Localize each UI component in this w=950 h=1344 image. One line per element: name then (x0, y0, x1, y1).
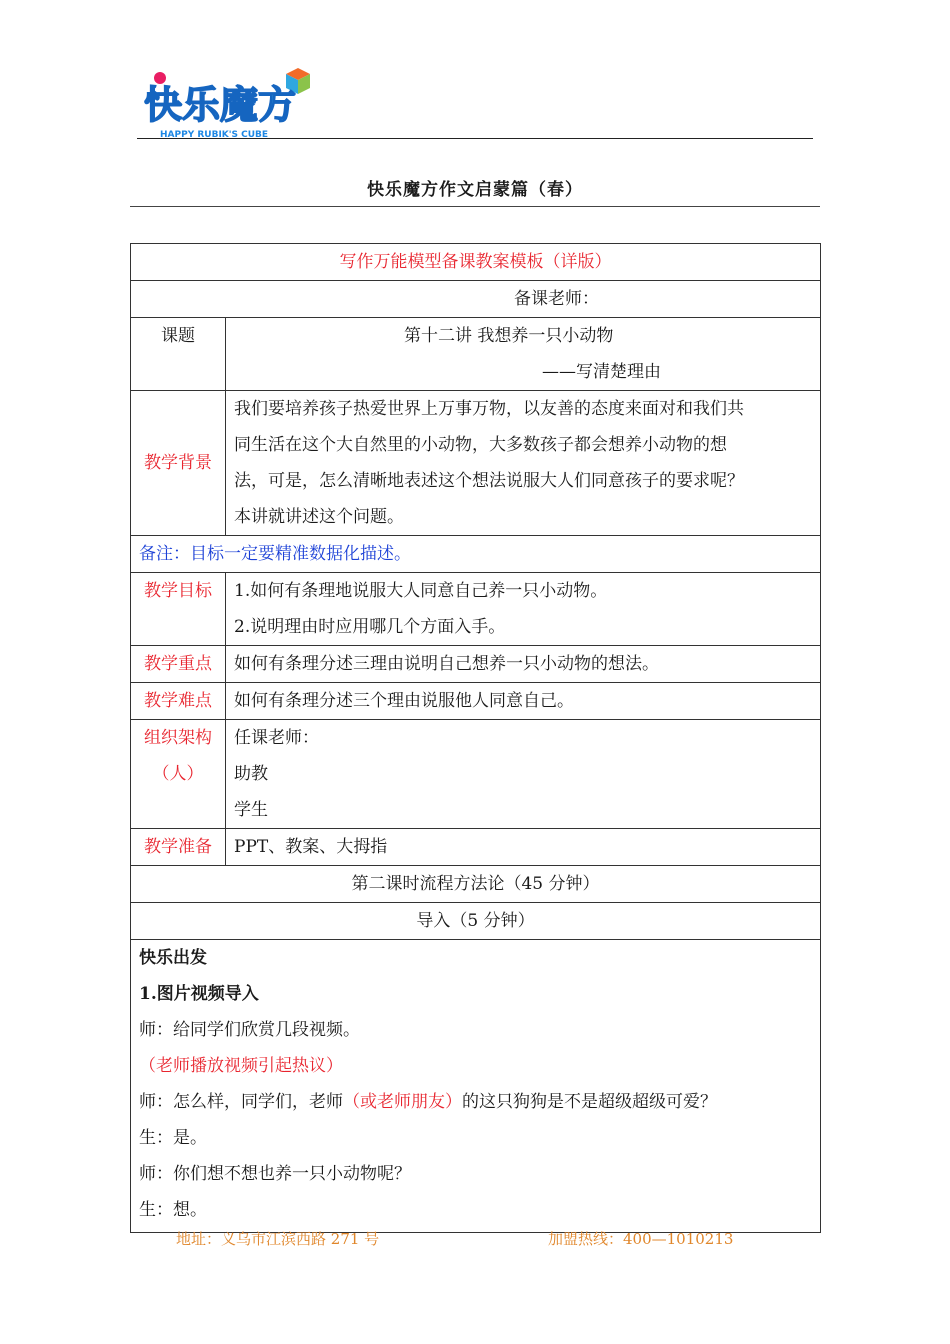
goal-item: 1.如何有条理地说服大人同意自己养一只小动物。 (234, 581, 608, 601)
background-row (131, 391, 821, 536)
content-subheading: 1.图片视频导入 (139, 984, 259, 1004)
background-label: 教学背景 (131, 391, 226, 536)
dialogue-line: 师：给同学们欣赏几段视频。 (139, 1020, 360, 1040)
dialogue-line (139, 1084, 812, 1120)
footer-address: 地址：义乌市江滨西路 271 号 (176, 1230, 380, 1248)
org-row (131, 720, 821, 829)
org-label-unit: （人） (152, 764, 204, 784)
focus-text: 如何有条理分述三理由说明自己想养一只小动物的想法。 (226, 646, 821, 683)
goals-label: 教学目标 (131, 573, 226, 646)
teacher-row (131, 281, 821, 318)
difficulty-label: 教学难点 (131, 683, 226, 720)
dialogue-line: 生：是。 (139, 1128, 207, 1148)
topic-sub: ——写清楚理由 (542, 362, 661, 382)
content-heading: 快乐出发 (139, 948, 207, 968)
background-line: 法，可是，怎么清晰地表述这个想法说服大人们同意孩子的要求呢？ (234, 471, 744, 491)
goal-item: 2.说明理由时应用哪几个方面入手。 (234, 617, 506, 637)
logo-subtext: HAPPY RUBIK'S CUBE (160, 130, 269, 140)
session-row (131, 866, 821, 903)
intro-title: 导入（5 分钟） (131, 903, 821, 940)
org-item: 学生 (234, 800, 268, 820)
difficulty-text: 如何有条理分述三个理由说服他人同意自己。 (226, 683, 821, 720)
dialogue-line: 生：想。 (139, 1200, 207, 1220)
org-item: 任课老师： (234, 728, 319, 748)
focus-label: 教学重点 (131, 646, 226, 683)
prep-label: 教学准备 (131, 829, 226, 866)
dialogue-part: 师：怎么样，同学们，老师 (139, 1092, 343, 1112)
document-title: 快乐魔方作文启蒙篇（春） (367, 180, 583, 200)
topic-label: 课题 (131, 318, 226, 391)
prep-row (131, 829, 821, 866)
content-row (131, 940, 821, 1233)
dialogue-aside: （或老师朋友） (343, 1092, 462, 1112)
brand-logo (138, 66, 323, 140)
background-line: 本讲就讲述这个问题。 (234, 507, 404, 527)
title-rule (130, 206, 820, 207)
topic-row (131, 318, 821, 391)
header-rule (137, 138, 813, 139)
background-line: 我们要培养孩子热爱世界上万事万物，以友善的态度来面对和我们共 (234, 399, 744, 419)
background-line: 同生活在这个大自然里的小动物，大多数孩子都会想养小动物的想 (234, 435, 727, 455)
org-item: 助教 (234, 764, 268, 784)
intro-row (131, 903, 821, 940)
teacher-label: 备课老师： (514, 289, 599, 309)
goals-row (131, 573, 821, 646)
lesson-plan-table (130, 243, 821, 1233)
dialogue-part: 的这只狗狗是不是超级超级可爱？ (462, 1092, 717, 1112)
note-row (131, 536, 821, 573)
focus-row (131, 646, 821, 683)
difficulty-row (131, 683, 821, 720)
org-label: 组织架构 (144, 728, 212, 748)
stage-direction: （老师播放视频引起热议） (139, 1056, 343, 1076)
footer-hotline: 加盟热线：400—1010213 (548, 1230, 734, 1248)
prep-text: PPT、教案、大拇指 (226, 829, 821, 866)
logo-text: 快乐魔方 (144, 83, 297, 127)
session-title: 第二课时流程方法论（45 分钟） (131, 866, 821, 903)
template-title: 写作万能模型备课教案模板（详版） (131, 244, 821, 281)
dialogue-line: 师：你们想不想也养一只小动物呢？ (139, 1164, 411, 1184)
note-text: 备注：目标一定要精准数据化描述。 (131, 536, 821, 573)
template-title-row (131, 244, 821, 281)
topic-main: 第十二讲 我想养一只小动物 (404, 326, 614, 346)
